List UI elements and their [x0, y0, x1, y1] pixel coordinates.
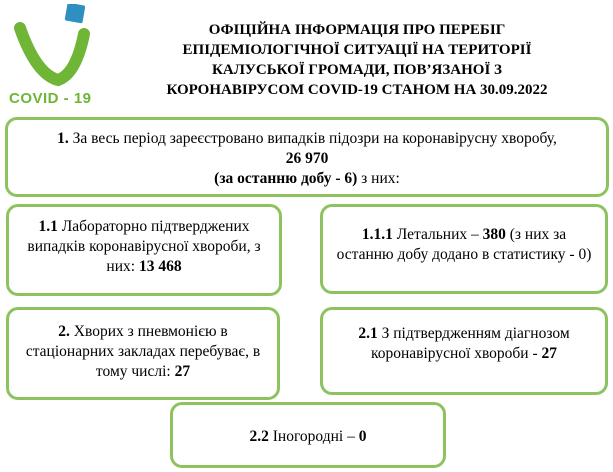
- nonresidents-box: [170, 402, 446, 468]
- pneumonia-value: 27: [174, 363, 191, 380]
- title-line: ОФІЦІЙНА ІНФОРМАЦІЯ ПРО ПЕРЕБІГ: [208, 22, 506, 38]
- deaths-value: 380: [482, 226, 506, 243]
- title-line: КАЛУСЬКОЇ ГРОМАДИ, ПОВ’ЯЗАНОЇ З: [212, 62, 502, 78]
- item-number: 2.1: [358, 325, 378, 342]
- item-suffix: з них:: [357, 170, 400, 187]
- item-number: 1.1: [38, 218, 58, 235]
- title-line: КОРОНАВІРУСОМ COVID-19 СТАНОМ НА 30.09.2022: [166, 82, 548, 98]
- item-number: 2.2: [249, 428, 269, 445]
- item-number: 2.: [58, 323, 70, 340]
- item-text: Летальних –: [392, 226, 483, 243]
- item-text: Хворих з пневмонією в стаціонарних закладах перебуває, в тому числі:: [25, 323, 261, 380]
- daily-suspected: (за останню добу - 6): [214, 170, 358, 187]
- confirmed-diagnosis-value: 27: [541, 345, 557, 362]
- item-text: (з них за останню добу додано в статистику -: [336, 226, 579, 263]
- total-suspected-value: 26 970: [285, 150, 329, 167]
- title-line: ЕПІДЕМІОЛОГІЧНОЇ СИТУАЦІЇ НА ТЕРИТОРІЇ: [182, 42, 532, 58]
- item-number: 1.: [57, 130, 69, 147]
- item-text: Іногородні –: [268, 428, 359, 445]
- confirmed-diagnosis-box: [320, 307, 608, 395]
- logo-text: COVID - 19: [9, 90, 92, 107]
- item-text: ): [586, 246, 592, 263]
- item-number: 1.1.1: [361, 226, 393, 243]
- page-title: [102, 20, 612, 100]
- nonresidents-value: 0: [358, 428, 367, 445]
- item-text: Лабораторно підтверджених випадків коронавірусної хвороби, з них:: [27, 218, 261, 275]
- total-suspected-box: [5, 117, 609, 197]
- lab-confirmed-box: [6, 204, 282, 296]
- item-text: За весь період зареєстровано випадків підозри на коронавірусну хворобу,: [68, 130, 557, 147]
- item-text: З підтвердженням діагнозом коронавірусної хвороби -: [371, 325, 570, 362]
- lab-confirmed-value: 13 468: [138, 258, 182, 275]
- deaths-daily-value: 0: [578, 246, 587, 263]
- pneumonia-box: [6, 307, 280, 400]
- deaths-box: [320, 204, 608, 294]
